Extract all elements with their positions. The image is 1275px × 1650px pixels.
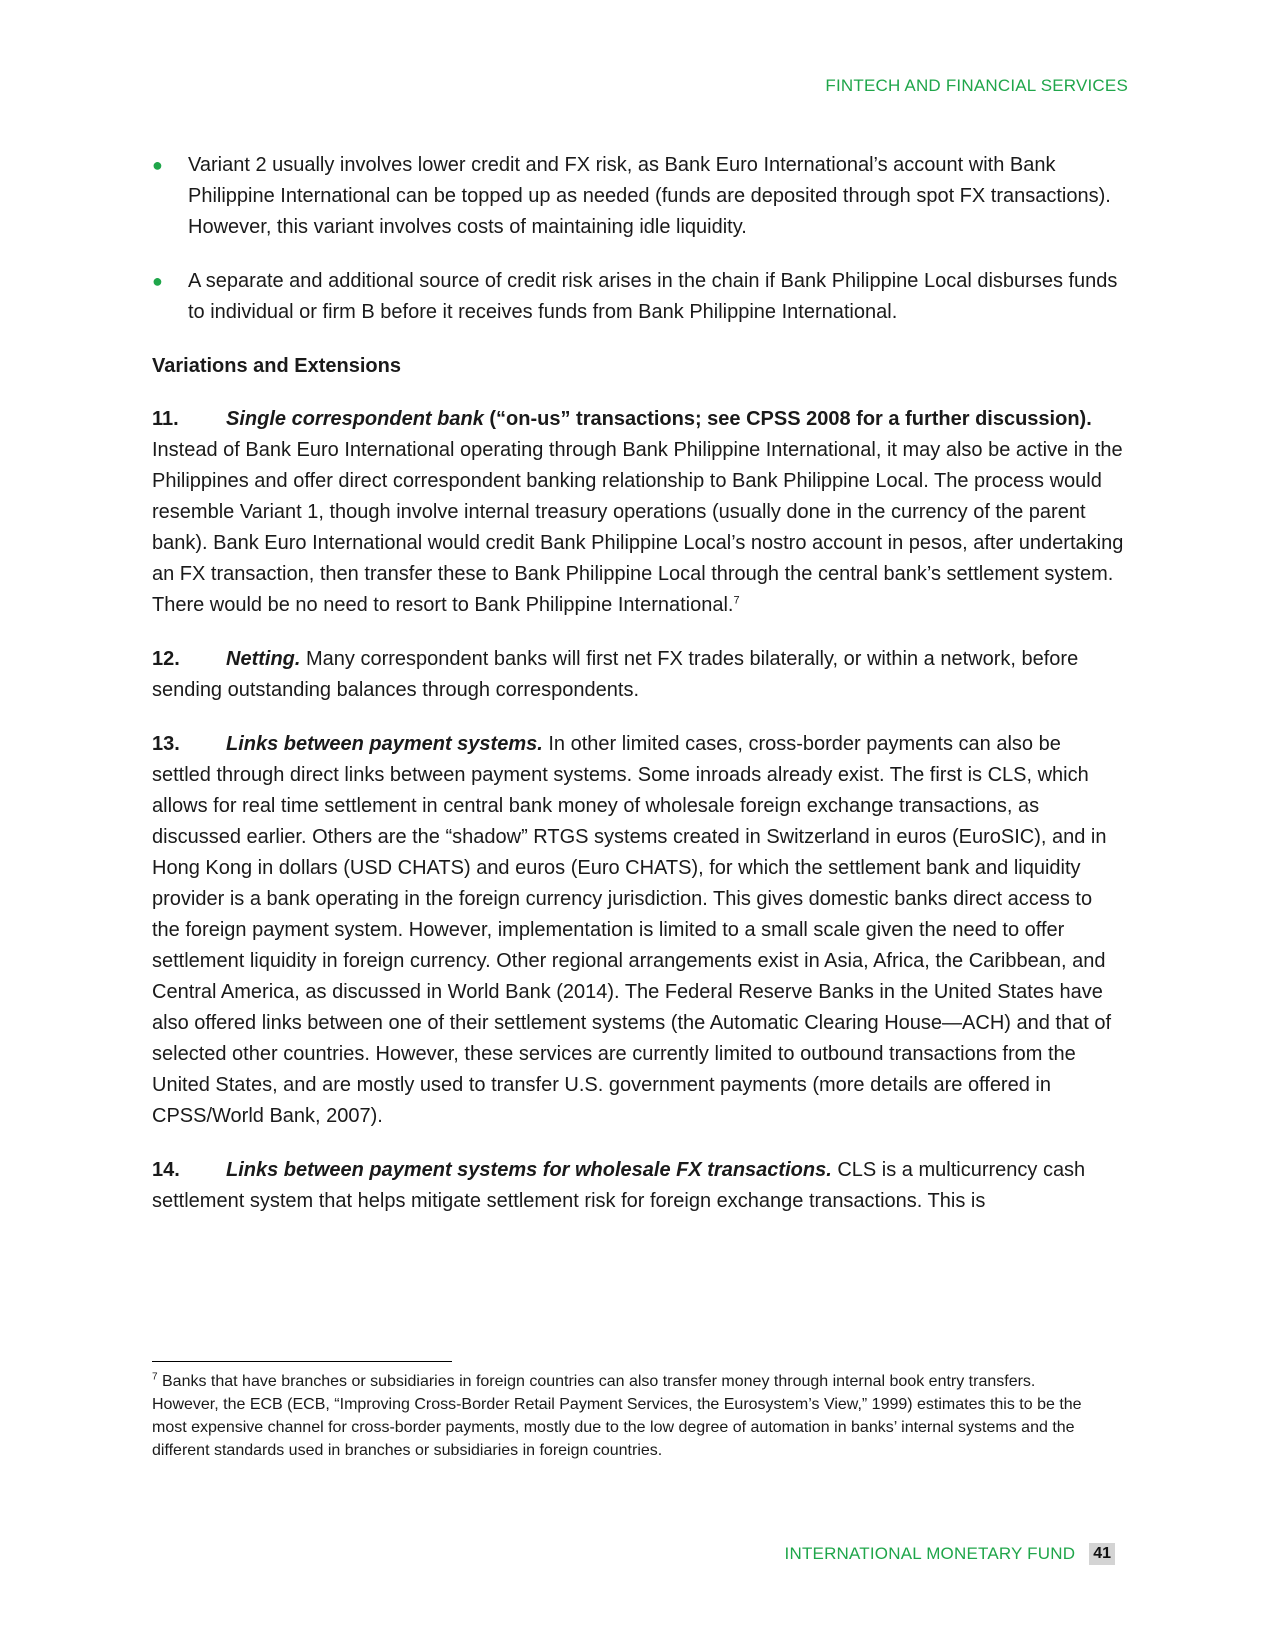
paragraph-number: 13. xyxy=(152,733,180,755)
paragraph-title: Links between payment systems for wholesale FX transactions. xyxy=(226,1159,832,1181)
footnote-marker: 7 xyxy=(152,1371,158,1383)
paragraph-title: Netting. xyxy=(226,648,301,670)
bullet-icon: ● xyxy=(152,271,163,291)
main-content xyxy=(152,150,1124,1240)
footnote-reference[interactable]: 7 xyxy=(733,594,740,607)
paragraph-title: Single correspondent bank xyxy=(226,408,484,430)
paragraph-body: CLS is a multicurrency cash settlement system that helps mitigate settlement risk for foreign exchange transactions. This is xyxy=(152,1159,1086,1212)
bullet-text: Variant 2 usually involves lower credit and FX risk, as Bank Euro International’s account with Bank Philippine International can be topped up as needed (funds are deposited through spot FX transactions). However, this variant involves costs of maintaining idle liquidity. xyxy=(188,154,1111,238)
footnote-divider xyxy=(152,1361,452,1362)
paragraph-body: In other limited cases, cross-border payments can also be settled through direct links between payment systems. Some inroads already exist. The first is CLS, which allows for real time settlement in central bank money of wholesale foreign exchange transactions, as discussed earlier. Others are the “shadow” RTGS systems created in Switzerland in euros (EuroSIC), and in Hong Kong in dollars (USD CHATS) and euros (Euro CHATS), for which the settlement bank and liquidity provider is a bank operating in the foreign currency jurisdiction. This gives domestic banks direct access to the foreign payment system. However, implementation is limited to a small scale given the need to offer settlement liquidity in foreign currency. Other regional arrangements exist in Asia, Africa, the Caribbean, and Central America, as discussed in World Bank (2014). The Federal Reserve Banks in the United States have also offered links between one of their settlement systems (the Automatic Clearing House—ACH) and that of selected other countries. However, these services are currently limited to outbound transactions from the United States, and are mostly used to transfer U.S. government payments (more details are offered in CPSS/World Bank, 2007). xyxy=(152,733,1112,1127)
bullet-list xyxy=(152,150,1124,328)
paragraph-number: 14. xyxy=(152,1159,180,1181)
paragraph-14 xyxy=(152,1155,1124,1217)
page-footer xyxy=(785,1543,1115,1565)
footnote-text: Banks that have branches or subsidiaries in foreign countries can also transfer money through internal book entry transfers. However, the ECB (ECB, “Improving Cross-Border Retail Payment Services, the Eurosystem’s View,” 1999) estimates this to be the most expensive channel for cross-border payments, mostly due to the low degree of automation in banks’ internal systems and the different standards used in branches or subsidiaries in foreign countries. xyxy=(152,1373,1082,1459)
bullet-item xyxy=(152,150,1124,243)
section-heading: Variations and Extensions xyxy=(152,355,401,377)
paragraph-body: Many correspondent banks will first net FX trades bilaterally, or within a network, before sending outstanding balances through correspondents. xyxy=(152,648,1079,701)
bullet-icon: ● xyxy=(152,155,163,175)
paragraph-title-suffix: (“on-us” transactions; see CPSS 2008 for a further discussion). xyxy=(483,408,1092,430)
bullet-item xyxy=(152,266,1124,328)
paragraph-12 xyxy=(152,644,1124,706)
paragraph-13 xyxy=(152,729,1124,1132)
footer-organization: INTERNATIONAL MONETARY FUND xyxy=(784,1544,1076,1563)
bullet-text: A separate and additional source of credit risk arises in the chain if Bank Philippine Local disburses funds to individual or firm B before it receives funds from Bank Philippine International. xyxy=(188,270,1118,323)
page-number: 41 xyxy=(1089,1543,1115,1565)
footnote xyxy=(152,1370,1102,1462)
paragraph-number: 11. xyxy=(152,408,179,430)
paragraph-number: 12. xyxy=(152,648,180,670)
paragraph-11 xyxy=(152,404,1124,621)
running-header: FINTECH AND FINANCIAL SERVICES xyxy=(825,76,1128,95)
paragraph-body: Instead of Bank Euro International operating through Bank Philippine International, it may also be active in the Philippines and offer direct correspondent banking relationship to Bank Philippine Local. The process would resemble Variant 1, though involve internal treasury operations (usually done in the currency of the parent bank). Bank Euro International would credit Bank Philippine Local’s nostro account in pesos, after undertaking an FX transaction, then transfer these to Bank Philippine Local through the central bank’s settlement system. There would be no need to resort to Bank Philippine International. xyxy=(152,439,1124,616)
paragraph-title: Links between payment systems. xyxy=(226,733,543,755)
